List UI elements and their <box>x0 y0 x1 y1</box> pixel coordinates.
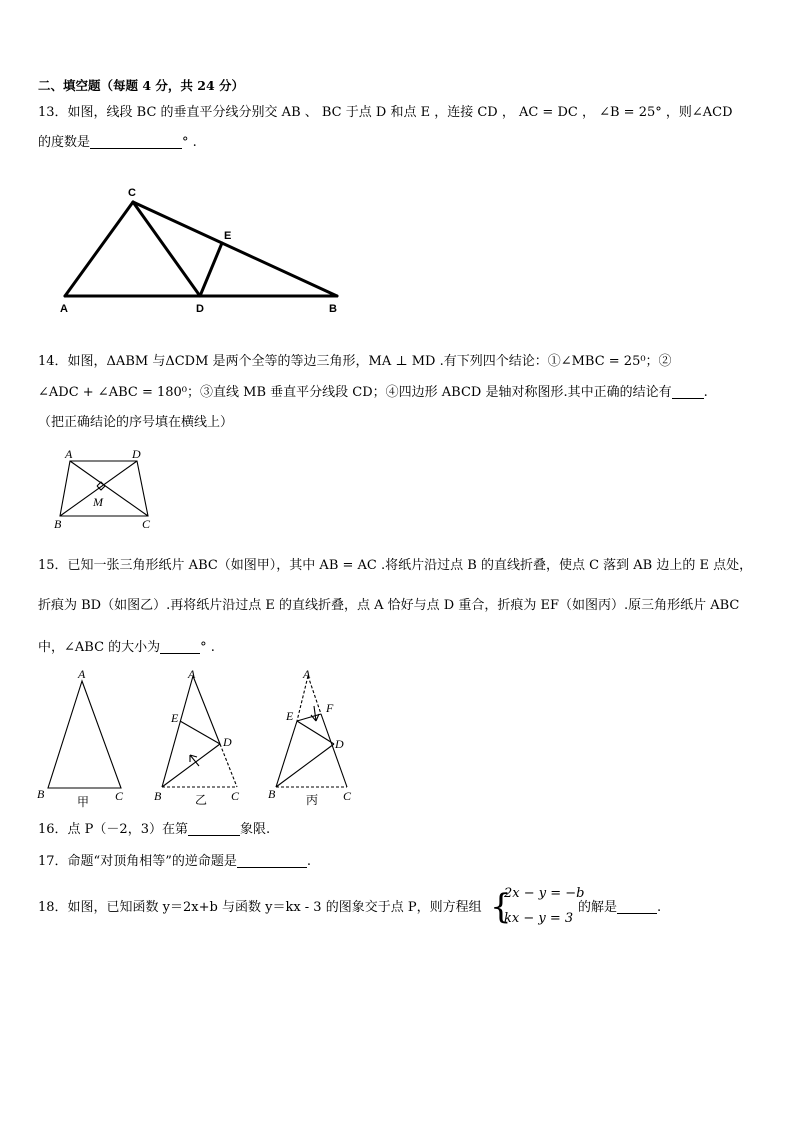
q17-answer-blank[interactable] <box>237 853 307 868</box>
q15-yi-segment-ed <box>180 721 220 744</box>
q13-answer-blank[interactable] <box>90 134 182 149</box>
q17-line <box>38 853 311 871</box>
q14-label-c: C <box>142 517 151 531</box>
q14-label-b: B <box>54 517 62 531</box>
q14-quadrilateral-abcd <box>60 461 148 516</box>
q13-line1: 13．如图，线段 BC 的垂直平分线分别交 AB 、 BC 于点 D 和点 E ，连接 CD ， AC = DC ， ∠B = 25° ，则∠ACD <box>38 105 733 120</box>
q15-bing-segment-ae-dashed <box>297 676 308 721</box>
q15-text-b: ° . <box>200 640 215 655</box>
q18-equation-2: kx − y = 3 <box>504 911 574 926</box>
q15-yi-segment-dc-dashed <box>220 744 237 787</box>
q14-label-m: M <box>93 495 103 509</box>
q13-segment-cb <box>133 202 337 296</box>
q13-line2 <box>38 134 197 152</box>
q15-bing-label-b: B <box>268 787 276 801</box>
section-title: 二、填空题（每题 4 分，共 24 分） <box>38 78 245 93</box>
q15-jia-label-c: C <box>115 789 124 803</box>
q13-label-e: E <box>224 230 232 242</box>
q15-answer-blank[interactable] <box>160 639 200 654</box>
q15-bing-fold-arrow <box>311 706 319 721</box>
q15-figure-bing <box>264 666 364 808</box>
q14-text-b: . <box>703 385 708 400</box>
q14-figure <box>50 446 165 532</box>
q15-bing-segment-ed <box>297 721 334 744</box>
q15-line1: 15．已知一张三角形纸片 ABC（如图甲），其中 AB = AC .将纸片沿过点 B 的直线折叠，使点 C 落到 AB 边上的 E 点处， <box>38 558 753 573</box>
q16-answer-blank[interactable] <box>188 821 240 836</box>
q14-label-a: A <box>65 447 73 461</box>
q13-label-c: C <box>128 187 136 199</box>
q18-answer-blank[interactable] <box>617 899 657 914</box>
q15-bing-segment-eb <box>276 721 297 787</box>
q13-label-d: D <box>196 303 204 315</box>
q14-answer-blank[interactable] <box>672 384 704 399</box>
q15-jia-caption: 甲 <box>77 795 90 808</box>
q15-figure-jia <box>34 666 134 808</box>
q15-yi-label-a: A <box>188 667 196 681</box>
q16-text-b: 象限. <box>239 822 271 837</box>
q15-bing-label-c: C <box>343 789 352 803</box>
q18-line-tail <box>578 899 661 917</box>
q15-line3 <box>38 639 215 657</box>
q15-bing-label-e: E <box>286 709 294 723</box>
q14-line1: 14．如图，ΔABM 与ΔCDM 是两个全等的等边三角形，MA ⊥ MD .有下列四个结论：①∠MBC = 25⁰；② <box>38 354 672 369</box>
q17-text-b: . <box>306 854 311 869</box>
q15-text-a: 中，∠ABC 的大小为 <box>38 640 161 655</box>
q15-yi-segment-bd <box>162 744 220 787</box>
q13-segment-de <box>200 243 222 296</box>
q14-label-d: D <box>132 447 141 461</box>
q15-jia-label-b: B <box>37 787 45 801</box>
q13-segment-ac <box>65 202 133 296</box>
q15-jia-triangle <box>48 681 121 788</box>
q15-jia-label-a: A <box>78 667 86 681</box>
q13-text-a: 的度数是 <box>38 135 91 150</box>
q15-yi-label-e: E <box>171 711 179 725</box>
q18-text-c: . <box>657 900 662 915</box>
q15-bing-caption: 丙 <box>306 793 319 807</box>
q18-text-b: 的解是 <box>578 900 618 915</box>
q18-equation-1: 2x − y = −b <box>504 886 585 901</box>
q15-bing-label-d: D <box>335 737 344 751</box>
q17-text-a: 17．命题“对顶角相等”的逆命题是 <box>38 854 237 869</box>
q15-yi-caption: 乙 <box>195 793 208 807</box>
q13-text-b: ° . <box>182 135 197 150</box>
q14-segment-ac <box>70 461 148 516</box>
q15-yi-segment-ad <box>193 676 220 744</box>
q15-bing-segment-bd <box>276 744 334 787</box>
q18-line <box>38 899 482 917</box>
q15-yi-label-d: D <box>223 735 232 749</box>
q13-label-b: B <box>329 303 337 315</box>
q15-bing-label-f: F <box>326 701 334 715</box>
q13-figure <box>55 183 355 318</box>
q15-figure-yi <box>150 666 250 808</box>
q14-line2 <box>38 384 708 402</box>
q18-text-a: 18．如图，已知函数 y＝2x+b 与函数 y＝kx - 3 的图象交于点 P，则方程组 <box>38 900 482 915</box>
q15-yi-label-b: B <box>154 789 162 803</box>
q14-line3: （把正确结论的序号填在横线上） <box>38 415 234 430</box>
q15-yi-segment-ab <box>162 676 193 787</box>
q14-text-a: ∠ADC + ∠ABC = 180⁰；③直线 MB 垂直平分线段 CD；④四边形 ABCD 是轴对称图形.其中正确的结论有 <box>38 385 672 400</box>
q15-bing-label-a: A <box>303 667 311 681</box>
q15-yi-label-c: C <box>231 789 240 803</box>
q18-system-brace: { <box>490 887 512 927</box>
q16-text-a: 16．点 P（－2，3）在第 <box>38 822 188 837</box>
q16-line <box>38 821 270 839</box>
q13-label-a: A <box>60 303 68 315</box>
q15-line2: 折痕为 BD（如图乙）.再将纸片沿过点 E 的直线折叠，点 A 恰好与点 D 重合，折痕为 EF（如图丙）.原三角形纸片 ABC <box>38 598 740 613</box>
